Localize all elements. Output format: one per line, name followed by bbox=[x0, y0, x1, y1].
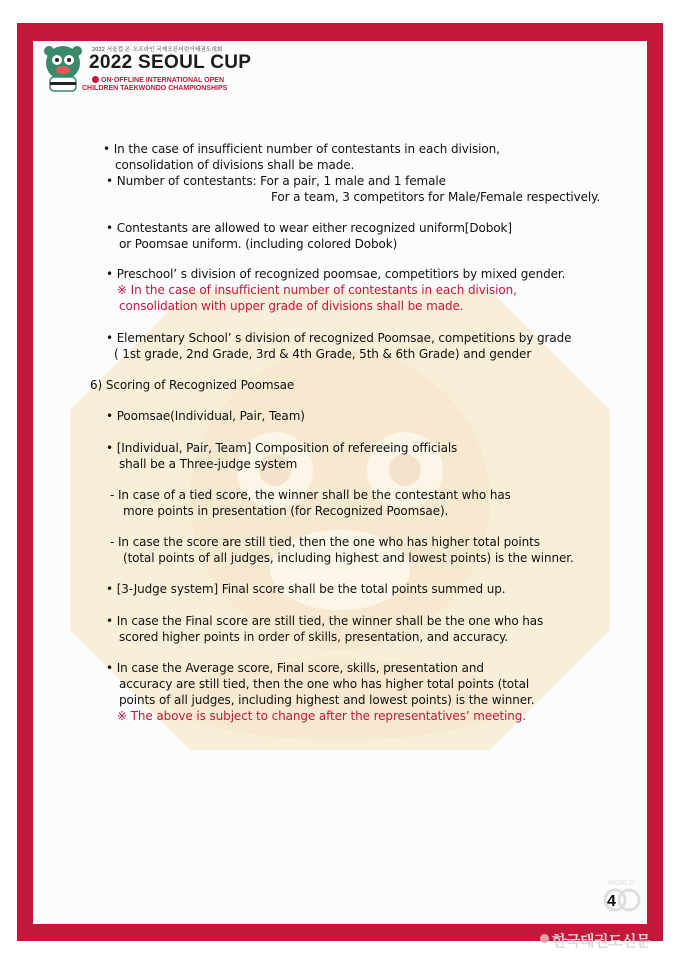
text-line: • Elementary School’ s division of recognized Poomsae, competitions by grade bbox=[106, 331, 572, 345]
text-line: scored higher points in order of skills, presentation, and accuracy. bbox=[119, 630, 509, 644]
text-line: For a team, 3 competitors for Male/Female respectively. bbox=[271, 190, 601, 204]
text-line: • In case the Final score are still tied, the winner shall be the one who has bbox=[106, 614, 544, 628]
text-line: • Number of contestants: For a pair, 1 male and 1 female bbox=[106, 174, 446, 188]
text-line: points of all judges, including highest and lowest points) is the winner. bbox=[119, 693, 535, 707]
text-line: more points in presentation (for Recognized Poomsae). bbox=[123, 504, 449, 518]
text-line: ( 1st grade, 2nd Grade, 3rd & 4th Grade, 5th & 6th Grade) and gender bbox=[114, 347, 532, 361]
text-line: • In case the Average score, Final score, skills, presentation and bbox=[106, 661, 484, 675]
brand-mark-icon bbox=[540, 934, 549, 943]
logo-title: 2022 SEOUL CUP bbox=[89, 52, 252, 73]
note-line: consolidation with upper grade of divisions shall be made. bbox=[119, 299, 464, 313]
text-line: - In case of a tied score, the winner shall be the contestant who has bbox=[110, 488, 511, 502]
text-line: • Contestants are allowed to wear either recognized uniform[Dobok] bbox=[106, 221, 512, 235]
text-line: • [3-Judge system] Final score shall be the total points summed up. bbox=[106, 582, 506, 596]
text-line: - In case the score are still tied, then the one who has higher total points bbox=[110, 535, 540, 549]
text-line: • [Individual, Pair, Team] Composition of refereeing officials bbox=[106, 441, 458, 455]
text-line: • In the case of insufficient number of contestants in each division, bbox=[103, 142, 500, 156]
logo-subtitle-2: CHILDREN TAEKWONDO CHAMPIONSHIPS bbox=[82, 85, 228, 92]
text-line: (total points of all judges, including highest and lowest points) is the winner. bbox=[123, 551, 574, 565]
section-heading: 6) Scoring of Recognized Poomsae bbox=[90, 378, 295, 392]
svg-text:WORLD: WORLD bbox=[607, 880, 635, 887]
note-line: ※ The above is subject to change after the representatives’ meeting. bbox=[117, 709, 527, 723]
text-line: shall be a Three-judge system bbox=[119, 457, 298, 471]
text-line: • Preschool’ s division of recognized poomsae, competitiors by mixed gender. bbox=[106, 267, 566, 281]
page-number: 4 bbox=[607, 893, 616, 910]
text-line: accuracy are still tied, then the one who has higher total points (total bbox=[119, 677, 530, 691]
logo-tagline: 2022 서울컵 온·오프라인 국제오픈어린이태권도대회 bbox=[92, 47, 223, 53]
text-line: consolidation of divisions shall be made. bbox=[115, 158, 355, 172]
note-line: ※ In the case of insufficient number of contestants in each division, bbox=[117, 283, 517, 297]
publisher-watermark: 한국태권도신문 bbox=[540, 930, 650, 951]
text-line: or Poomsae uniform. (including colored Dobok) bbox=[119, 237, 398, 251]
text-line: • Poomsae(Individual, Pair, Team) bbox=[106, 409, 305, 423]
logo-subtitle-1: ON·OFFLINE INTERNATIONAL OPEN bbox=[92, 76, 224, 84]
